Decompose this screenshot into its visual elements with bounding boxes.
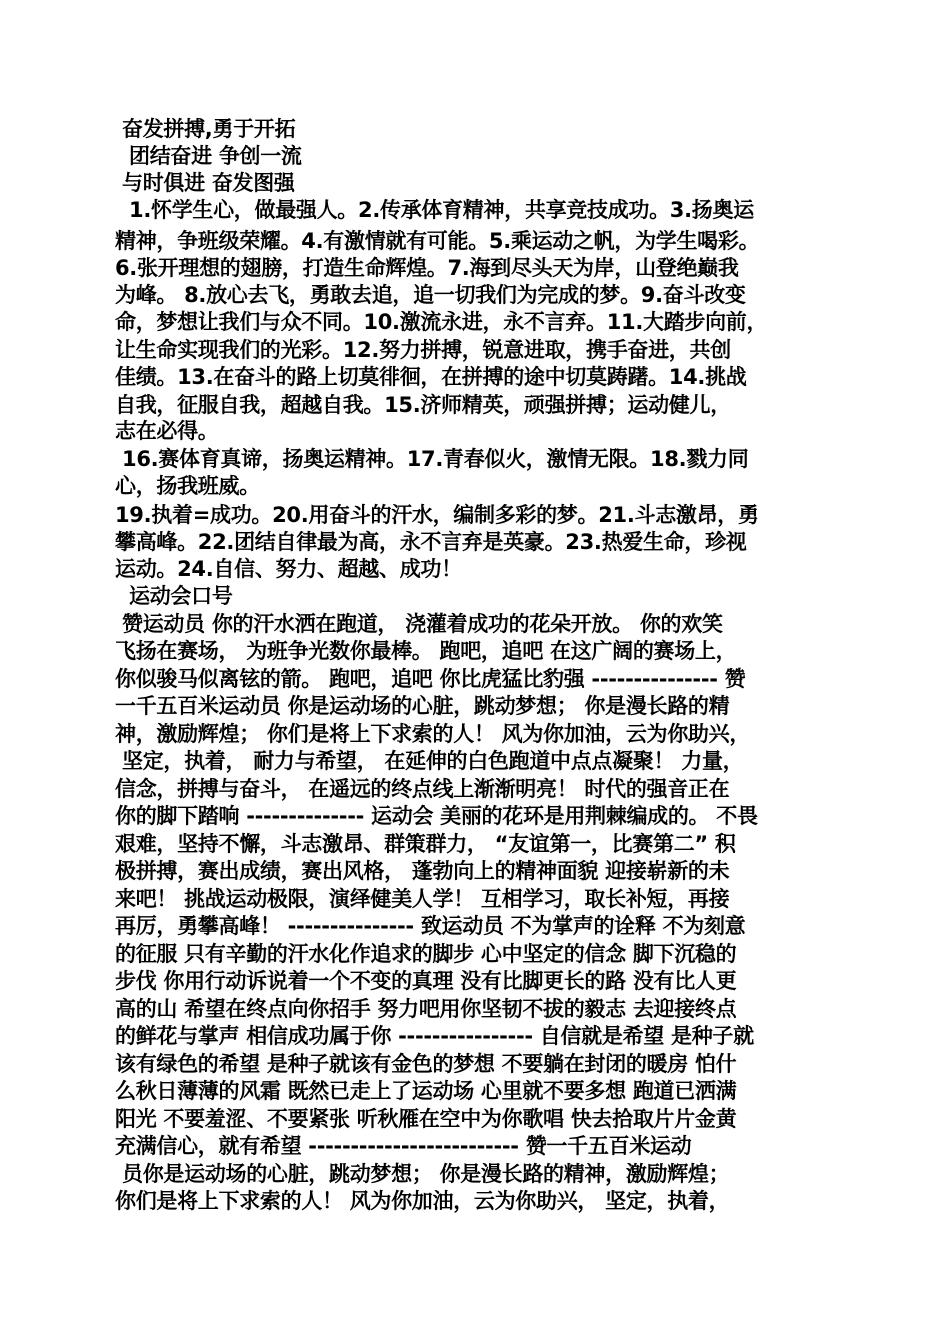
text-line: 神，激励辉煌； 你们是将上下求索的人！ 风为你加油，云为你助兴， (115, 722, 751, 746)
text-line: 么秋日薄薄的风霜 既然已走上了运动场 心里就不要多想 跑道已洒满 (115, 1079, 737, 1103)
text-line: 的征服 只有辛勤的汗水化作追求的脚步 心中坚定的信念 脚下沉稳的 (115, 942, 737, 966)
text-line: 16.赛体育真谛，扬奥运精神。17.青春似火，激情无限。18.戮力同 (115, 447, 749, 471)
text-line: 再厉，勇攀高峰！ --------------- 致运动员 不为掌声的诠释 不为刻意 (115, 914, 746, 938)
text-line: 员你是运动场的心脏，跳动梦想； 你是漫长路的精神，激励辉煌； (115, 1162, 730, 1186)
text-line: 为峰。 8.放心去飞，勇敢去追，追一切我们为完成的梦。9.奋斗改变 (115, 283, 746, 307)
text-line: 运动。24.自信、努力、超越、成功！ (115, 557, 462, 581)
text-line: 让生命实现我们的光彩。12.努力拼搏，锐意进取，携手奋进，共创 (115, 338, 731, 362)
text-line: 你的脚下踏响 -------------- 运动会 美丽的花环是用荆棘编成的。 不畏 (115, 804, 758, 828)
text-line: 飞扬在赛场， 为班争光数你最棒。 跑吧，追吧 在这广阔的赛场上， (115, 639, 737, 663)
text-line: 高的山 希望在终点向你招手 努力吧用你坚韧不拔的毅志 去迎接终点 (115, 997, 737, 1021)
text-line: 命，梦想让我们与众不同。10.激流永进，永不言弃。11.大踏步向前， (115, 310, 768, 334)
text-line: 你似骏马似离铉的箭。 跑吧，追吧 你比虎猛比豹强 --------------- 赞 (115, 667, 746, 691)
text-line: 攀高峰。22.团结自律最为高，永不言弃是英豪。23.热爱生命，珍视 (115, 530, 747, 554)
text-line: 精神，争班级荣耀。4.有激情就有可能。5.乘运动之帆，为学生喝彩。 (115, 229, 760, 253)
text-line: 志在必得。 (115, 419, 219, 443)
text-line: 1.怀学生心，做最强人。2.传承体育精神，共享竞技成功。3.扬奥运 (115, 198, 754, 222)
text-line: 自我，征服自我，超越自我。15.济师精英，顽强拼搏；运动健儿， (115, 393, 731, 417)
heading-1: 奋发拼搏,勇于开拓 (115, 117, 296, 141)
text-line: 19.执着=成功。20.用奋斗的汗水，编制多彩的梦。21.斗志激昂，勇 (115, 503, 759, 527)
text-line: 来吧！ 挑战运动极限，演绎健美人学！ 互相学习，取长补短，再接 (115, 887, 730, 911)
text-line: 坚定，执着， 耐力与希望， 在延伸的白色跑道中点点凝聚！ 力量， (115, 749, 744, 773)
text-line: 的鲜花与掌声 相信成功属于你 ---------------- 自信就是希望 是种子就 (115, 1024, 754, 1048)
text-line: 极拼搏，赛出成绩，赛出风格， 蓬勃向上的精神面貌 迎接崭新的未 (115, 859, 730, 883)
text-line: 6.张开理想的翅膀，打造生命辉煌。7.海到尽头天为岸，山登绝巅我 (115, 256, 739, 280)
text-line: 该有绿色的希望 是种子就该有金色的梦想 不要躺在封闭的暖房 怕什 (115, 1052, 737, 1076)
text-line: 赞运动员 你的汗水洒在跑道， 浇灌着成功的花朵开放。 你的欢笑 (115, 612, 723, 636)
text-line: 步伐 你用行动诉说着一个不变的真理 没有比脚更长的路 没有比人更 (115, 969, 737, 993)
text-line: 阳光 不要羞涩、不要紧张 听秋雁在空中为你歌唱 快去拾取片片金黄 (115, 1107, 737, 1131)
text-line: 心，扬我班威。 (115, 474, 260, 498)
text-line: 你们是将上下求索的人！ 风为你加油，云为你助兴， 坚定，执着， (115, 1189, 730, 1213)
text-line: 信念，拼搏与奋斗， 在遥远的终点线上渐渐明亮！ 时代的强音正在 (115, 777, 730, 801)
text-line: 艰难，坚持不懈，斗志激昂、群策群力， “友谊第一，比赛第二” 积 (115, 832, 736, 856)
text-line: 佳绩。13.在奋斗的路上切莫徘徊，在拼搏的途中切莫踌躇。14.挑战 (115, 365, 747, 389)
heading-2: 团结奋进 争创一流 (115, 144, 302, 168)
section-title: 运动会口号 (115, 584, 233, 608)
text-line: 充满信心，就有希望 ------------------------- 赞一千五百米运动 (115, 1134, 692, 1158)
text-line: 一千五百米运动员 你是运动场的心脏，跳动梦想； 你是漫长路的精 (115, 694, 730, 718)
heading-3: 与时俱进 奋发图强 (115, 171, 295, 195)
